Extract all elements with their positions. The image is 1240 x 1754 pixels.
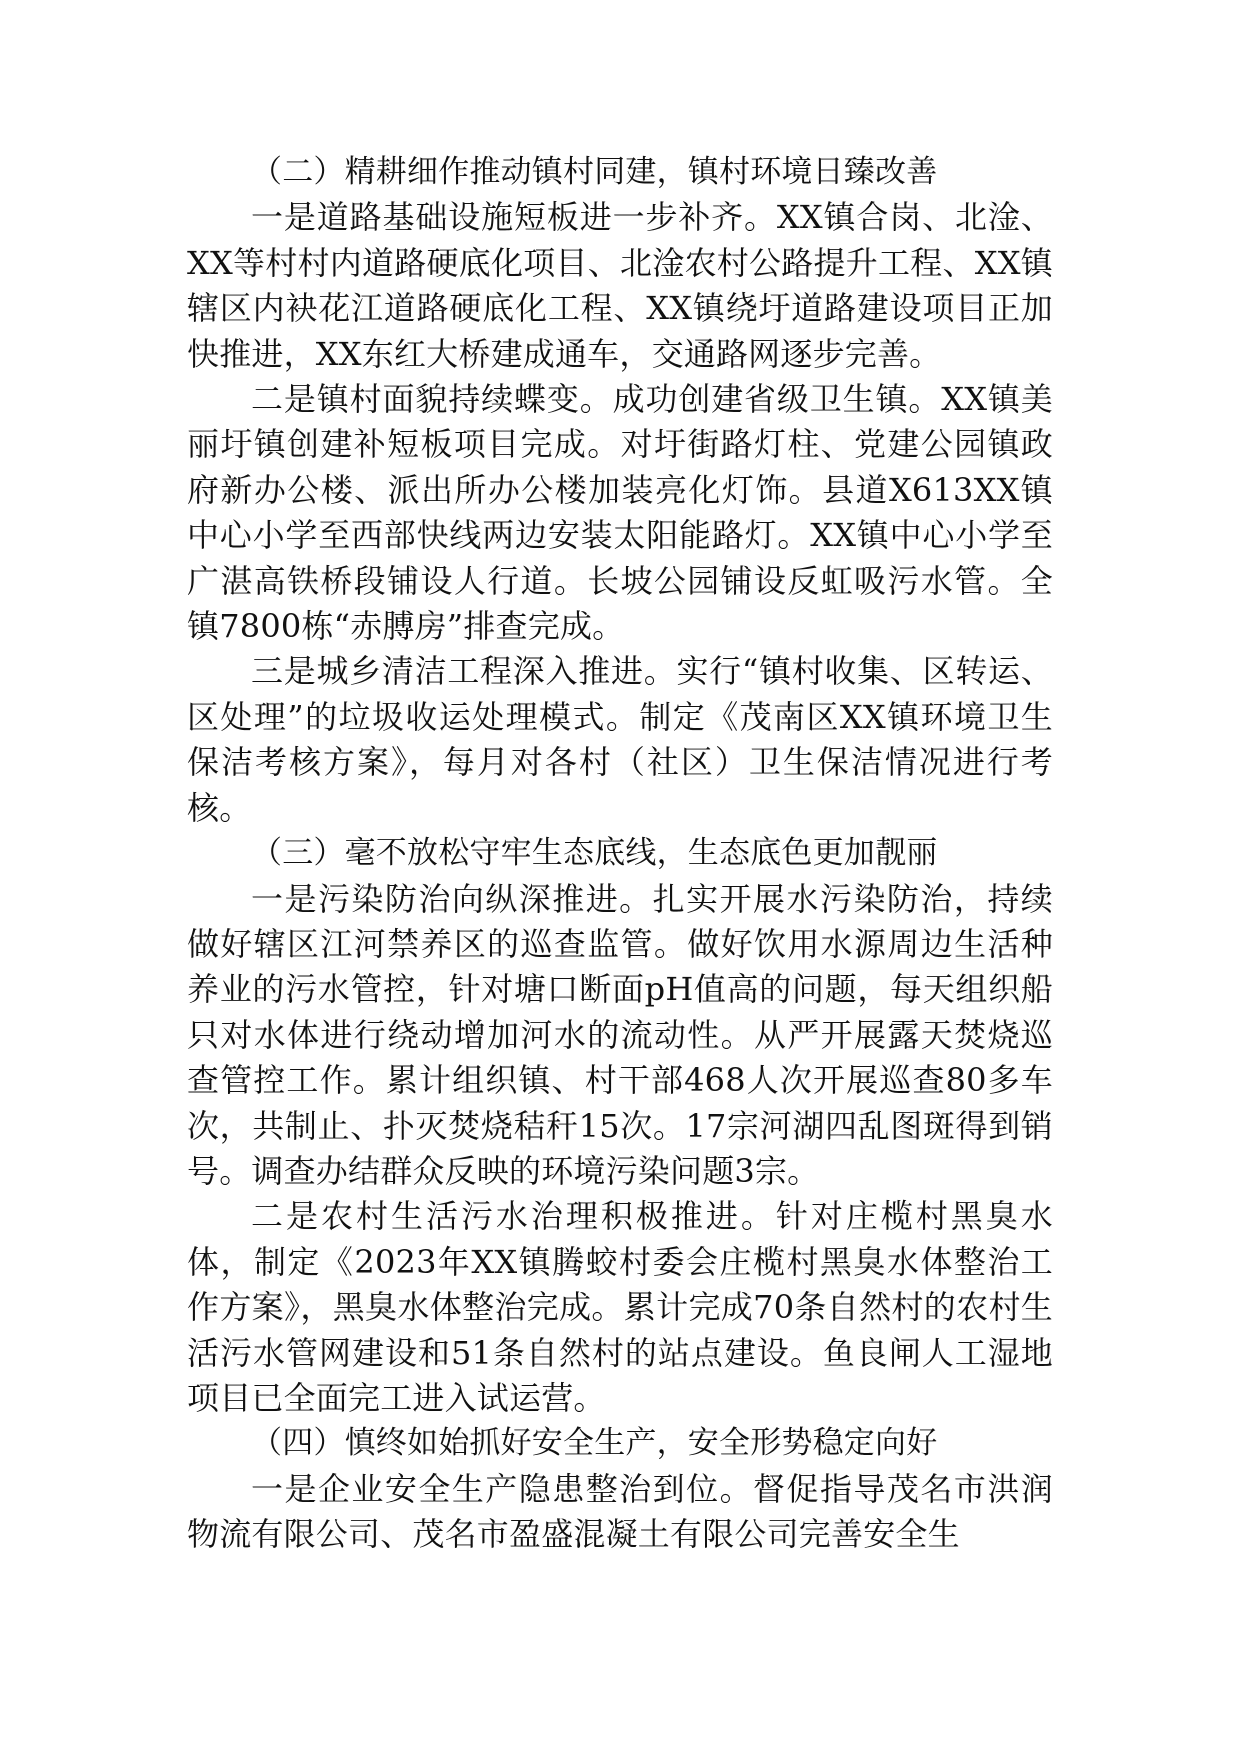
body-paragraph: 三是城乡清洁工程深入推进。实行“镇村收集、区转运、区处理”的垃圾收运处理模式。制定《茂南区XX镇环境卫生保洁考核方案》，每月对各村（社区）卫生保洁情况进行考核。 [187,652,1053,827]
body-paragraph: 二是农村生活污水治理积极推进。针对庄榄村黑臭水体，制定《2023年XX镇腾蛟村委会庄榄村黑臭水体整治工作方案》，黑臭水体整治完成。累计完成70条自然村的农村生活污水管网建设和51条自然村的站点建设。鱼良闸人工湿地项目已全面完工进入试运营。 [187,1197,1053,1417]
section-heading: （三）毫不放松守牢生态底线，生态底色更加靓丽 [251,835,938,872]
section-heading: （四）慎终如始抓好安全生产，安全形势稳定向好 [251,1425,938,1462]
section-heading: （二）精耕细作推动镇村同建，镇村环境日臻改善 [251,154,938,190]
document-page [187,150,1053,1558]
body-paragraph: 一是污染防治向纵深推进。扎实开展水污染防治，持续做好辖区江河禁养区的巡查监管。做好饮用水源周边生活种养业的污水管控，针对塘口断面pH值高的问题，每天组织船只对水体进行绕动增加河水的流动性。从严开展露天焚烧巡查管控工作。累计组织镇、村干部468人次开展巡查80多车次，共制止、扑灭焚烧秸秆15次。17宗河湖四乱图斑得到销号。调查办结群众反映的环境污染问题3宗。 [187,879,1053,1190]
body-paragraph: 二是镇村面貌持续蝶变。成功创建省级卫生镇。XX镇美丽圩镇创建补短板项目完成。对圩街路灯柱、党建公园镇政府新办公楼、派出所办公楼加装亮化灯饰。县道X613XX镇中心小学至西部快线两边安装太阳能路灯。XX镇中心小学至广湛高铁桥段铺设人行道。长坡公园铺设反虹吸污水管。全镇7800栋“赤膊房”排查完成。 [187,380,1053,646]
body-paragraph: 一是企业安全生产隐患整治到位。督促指导茂名市洪润物流有限公司、茂名市盈盛混凝土有限公司完善安全生 [187,1469,1053,1554]
body-paragraph: 一是道路基础设施短板进一步补齐。XX镇合岗、北淦、XX等村村内道路硬底化项目、北淦农村公路提升工程、XX镇辖区内袂花江道路硬底化工程、XX镇绕圩道路建设项目正加快推进，XX东红大桥建成通车，交通路网逐步完善。 [187,198,1053,373]
